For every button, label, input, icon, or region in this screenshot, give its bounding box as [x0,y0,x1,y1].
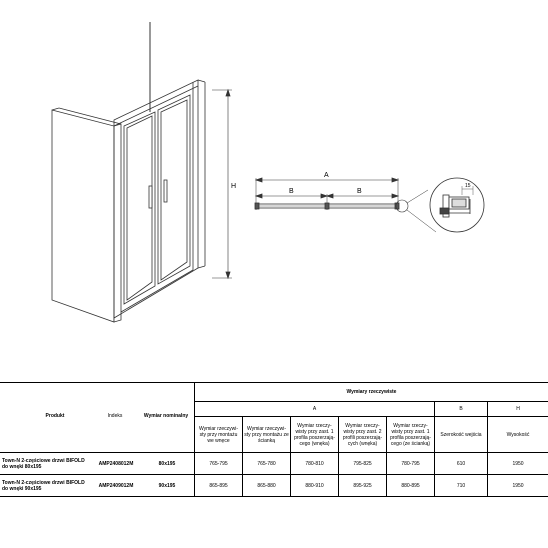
row1-b: 610 [456,460,466,467]
row2-b: 710 [456,482,466,489]
header-a-col-2: Wymiar rzeczywi-sty przy montażu ze ścianką [244,425,289,444]
width-label-a: A [324,172,329,179]
row1-h: 1950 [512,460,524,467]
door-leaf-right [158,95,190,284]
height-label: H [231,183,237,190]
row2-product: Town-N 2-częściowe drzwi BIFOLD do wnęki 90x195 [2,479,85,492]
door-handle-right [164,180,167,202]
row2-a3: 880-910 [305,482,324,489]
row2-a2: 865-880 [257,482,276,489]
header-a-col-5: Wymiar rzeczy-wisty przy zast. 1 profila poszerzają-cego (ze ścianką) [390,422,431,447]
header-b-col: Szerokość wejścia [440,431,482,438]
row2-a5: 880-895 [401,482,420,489]
row1-a4: 795-825 [353,460,372,467]
door-handle-left [149,186,152,208]
header-group-h: H [516,406,520,412]
header-h-col: Wysokość [506,431,530,438]
side-wall-panel [52,110,114,322]
header-group-b: B [459,406,463,412]
row2-nominal: 90x195 [158,482,176,489]
header-a-col-1: Wymiar rzeczywi-sty przy montażu we wnęce [198,425,239,444]
header-a-col-4: Wymiar rzeczy-wisty przy zast. 2 profili poszerzają-cych (wnęka) [342,422,383,447]
row2-a1: 865-895 [209,482,228,489]
row1-nominal: 80x195 [158,460,176,467]
row2-index: AMP2409012M [98,482,134,489]
row1-a3: 780-810 [305,460,324,467]
row1-product: Town-N 2-częściowe drzwi BIFOLD do wnęki 80x195 [2,457,85,470]
header-index: Indeks [107,413,123,419]
specification-table [0,382,548,497]
header-real-dimensions: Wymiary rzeczywiste [346,388,397,395]
header-nominal: Wymiar nominalny [143,413,189,419]
row2-a4: 895-925 [353,482,372,489]
header-product: Produkt [45,413,65,419]
row2-h: 1950 [512,482,524,489]
row1-a1: 765-795 [209,460,228,467]
width-label-b-right: B [357,188,362,195]
detail-dimension-label: 15 [465,183,471,189]
row1-index: AMP2408012M [98,460,134,467]
row1-a2: 765-780 [257,460,276,467]
width-label-b-left: B [289,188,294,195]
header-group-a: A [312,406,317,412]
row1-a5: 780-795 [401,460,420,467]
header-a-col-3: Wymiar rzeczy-wisty przy zast. 1 profila poszerzają-cego (wnęka) [294,422,335,447]
